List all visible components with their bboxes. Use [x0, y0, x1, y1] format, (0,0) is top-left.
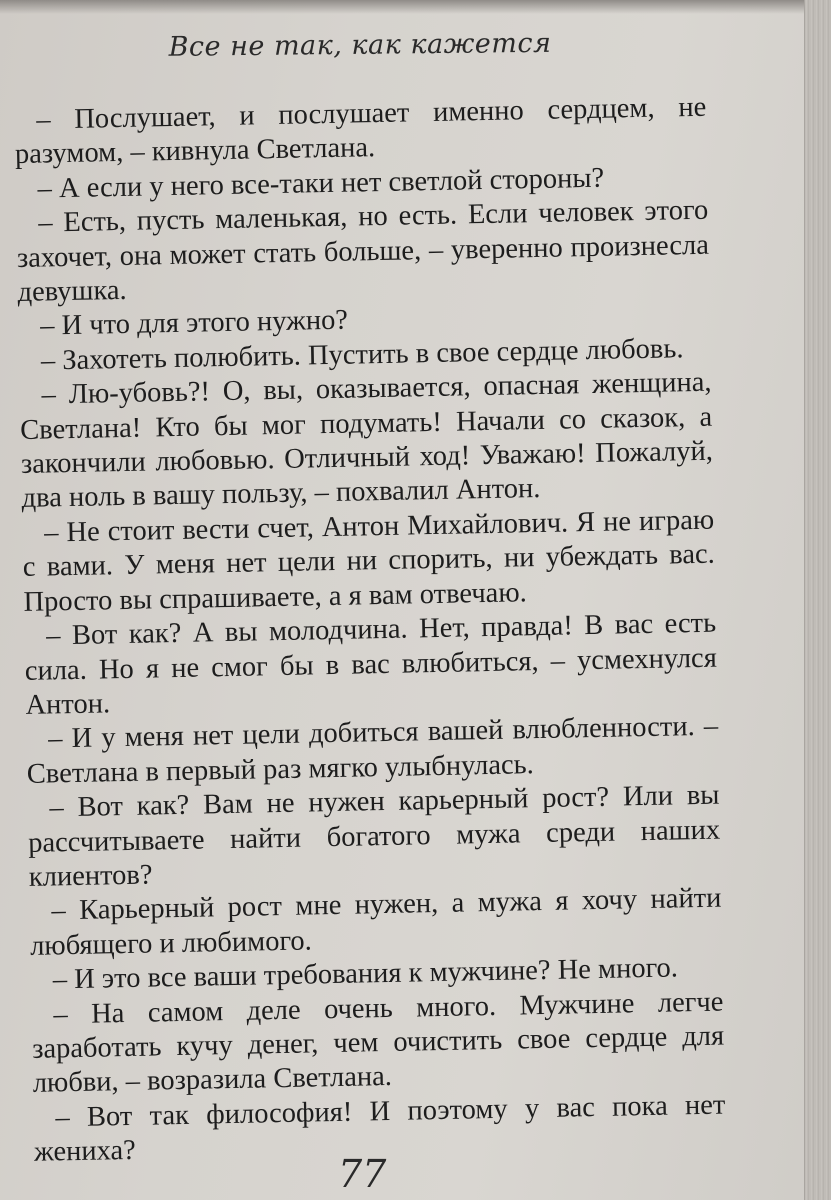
body-text	[14, 91, 726, 1171]
paragraph: – Есть, пусть маленькая, но есть. Если человек этого захочет, она может стать больше, – уверенно произнесла девушка.	[16, 194, 710, 308]
page-number: 77	[338, 1152, 387, 1196]
paragraph: – Вот как? Вам не нужен карьерный рост? Или вы рассчитываете найти богатого мужа среди наших клиентов?	[27, 779, 721, 893]
paragraph: – И у меня нет цели добиться вашей влюбленности. – Светлана в первый раз мягко улыбнулась.	[26, 710, 719, 790]
paragraph: – Вот как? А вы молодчина. Нет, правда! В вас есть сила. Но я не смог бы в вас влюбиться, – усмехнулся Антон.	[24, 607, 718, 721]
paragraph: – Не стоит вести счет, Антон Михайлович. Я не играю с вами. У меня нет цели ни спорить, ни убеждать вас. Просто вы спрашиваете, а я вам отвечаю.	[22, 504, 716, 618]
page-edge-stack	[804, 0, 831, 1200]
paragraph: – Лю-убовь?! О, вы, оказывается, опасная женщина, Светлана! Кто бы мог подумать! Начали со сказок, а закончили любовью. Отличный ход! Уважаю! Пожалуй, два ноль в вашу пользу, – похвалил Антон.	[19, 366, 714, 515]
paragraph: – И это все ваши требования к мужчине? Не много.	[52, 952, 679, 996]
paragraph: – Вот так философия! И поэтому у вас пока нет жениха?	[33, 1089, 726, 1168]
paragraph: – Послушает, и послушает именно сердцем, не разумом, – кивнула Светлана.	[14, 91, 707, 171]
paragraph: – И что для этого нужно?	[39, 305, 349, 342]
paragraph: – На самом деле очень много. Мужчине легче заработать кучу денег, чем очистить свое сердце для любви, – возразила Светлана.	[31, 986, 725, 1100]
running-head: Все не так, как кажется	[168, 27, 552, 63]
page-top-shadow	[0, 0, 831, 14]
paragraph: – Захотеть полюбить. Пустить в свое сердце любовь.	[40, 333, 684, 377]
paragraph: – Карьерный рост мне нужен, а мужа я хочу найти любящего и любимого.	[29, 882, 722, 962]
paragraph: – А если у него все-таки нет светлой стороны?	[37, 162, 605, 205]
